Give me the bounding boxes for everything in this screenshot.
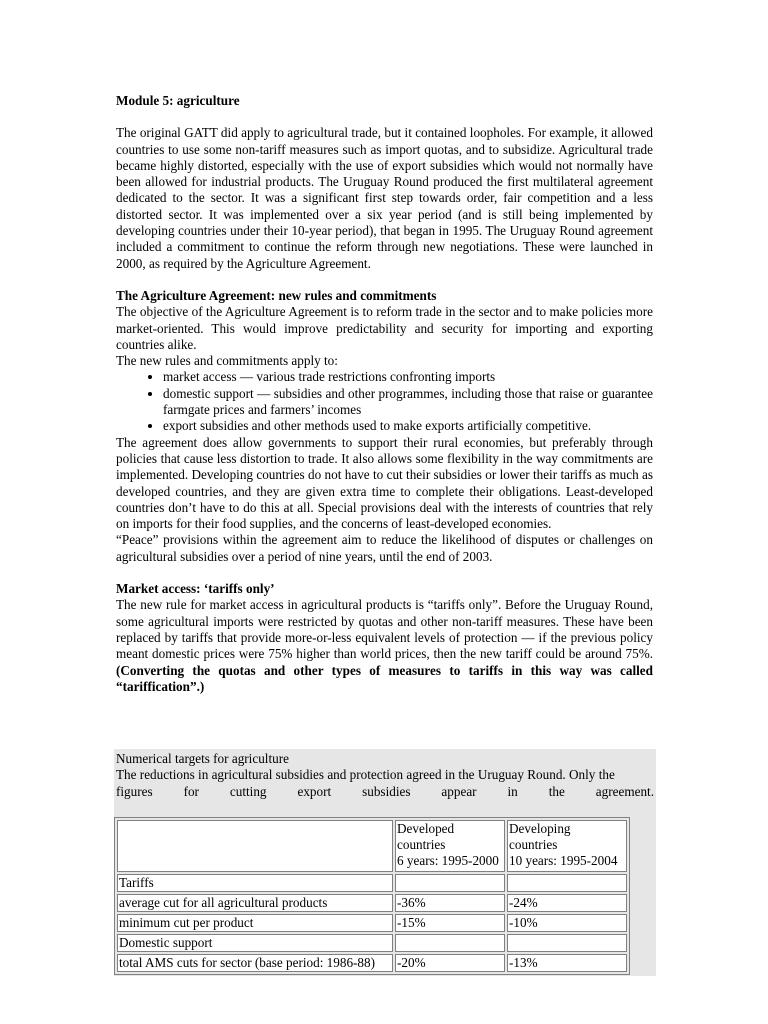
row-label: Tariffs [117, 874, 393, 892]
table-row [117, 914, 627, 932]
commitments-list [116, 369, 653, 434]
table-row [117, 894, 627, 912]
row-label: average cut for all agricultural products [117, 894, 393, 912]
header-blank-cell [117, 820, 393, 872]
row-label: Domestic support [117, 934, 393, 952]
developed-value: -36% [395, 894, 505, 912]
developing-value [507, 934, 627, 952]
table-row [117, 934, 627, 952]
tariffication-note: (Converting the quotas and other types of measures to tariffs in this way was called “tariffication”.) [116, 662, 653, 694]
module-title: Module 5: agriculture [116, 93, 240, 108]
developing-value: -10% [507, 914, 627, 932]
section-heading-market-access: Market access: ‘tariffs only’ [116, 581, 275, 597]
header-text: countries [397, 837, 446, 852]
table-header-row [117, 820, 627, 872]
header-text: 6 years: 1995-2000 [397, 853, 499, 868]
developing-value [507, 874, 627, 892]
flexibility-paragraph: The agreement does allow governments to support their rural economies, but preferably through policies that cause less distortion to trade. It also allows some flexibility in the way commitments are implemented. Developing countries do not have to cut their subsidies or lower their tariffs as much as developed countries, and they are given extra time to complete their obligations. Least-developed countries don’t have to do this at all. Special provisions deal with the interests of countries that rely on imports for their food supplies, and the concerns of least-developed economies. [116, 434, 653, 532]
list-intro: The new rules and commitments apply to: [116, 353, 338, 369]
box-intro-line1: The reductions in agricultural subsidies and protection agreed in the Uruguay Round. Only the [116, 767, 615, 783]
section-heading-agreement: The Agriculture Agreement: new rules and commitments [116, 287, 437, 303]
list-item: • export subsidies and other methods used to make exports artificially competitive. [163, 418, 653, 434]
row-label: total AMS cuts for sector (base period: 1986-88) [117, 954, 393, 972]
developed-value: -20% [395, 954, 505, 972]
box-intro-line2: figures for cutting export subsidies appear in the agreement. [116, 783, 654, 799]
list-item: • domestic support — subsidies and other programmes, including those that raise or guarantee farmgate prices and farmers’ incomes [163, 386, 653, 419]
header-text: Developing [509, 821, 571, 836]
targets-table [114, 817, 630, 975]
table-row [117, 874, 627, 892]
header-developing [507, 820, 627, 872]
developed-value [395, 874, 505, 892]
header-developed [395, 820, 505, 872]
table-row [117, 954, 627, 972]
list-item: • market access — various trade restrictions confronting imports [163, 369, 653, 385]
developed-value [395, 934, 505, 952]
market-access-paragraph [116, 597, 653, 695]
numerical-targets-box [114, 749, 656, 976]
row-label: minimum cut per product [117, 914, 393, 932]
developed-value: -15% [395, 914, 505, 932]
developing-value: -24% [507, 894, 627, 912]
intro-paragraph: The original GATT did apply to agricultural trade, but it contained loopholes. For example, it allowed countries to use some non-tariff measures such as import quotas, and to subsidize. Agricultural trade became highly distorted, especially with the use of export subsidies which would not normally have been allowed for industrial products. The Uruguay Round produced the first multilateral agreement dedicated to the sector. It was a significant first step towards order, fair competition and a less distorted sector. It was implemented over a six year period (and is still being implemented by developing countries under their 10-year period), that began in 1995. The Uruguay Round agreement included a commitment to continue the reform through new negotiations. These were launched in 2000, as required by the Agriculture Agreement. [116, 125, 653, 271]
header-text: 10 years: 1995-2004 [509, 853, 618, 868]
agreement-paragraph: The objective of the Agriculture Agreement is to reform trade in the sector and to make policies more market-oriented. This would improve predictability and security for importing and exporting countries alike. [116, 304, 653, 352]
box-title: Numerical targets for agriculture [116, 751, 289, 766]
header-text: countries [509, 837, 558, 852]
developing-value: -13% [507, 954, 627, 972]
peace-paragraph: “Peace” provisions within the agreement aim to reduce the likelihood of disputes or challenges on agricultural subsidies over a period of nine years, until the end of 2003. [116, 532, 653, 564]
document-body [116, 93, 653, 695]
header-text: Developed [397, 821, 455, 836]
market-access-text: The new rule for market access in agricultural products is “tariffs only”. Before the Uruguay Round, some agricultural imports were restricted by quotas and other non-tariff measures. These have been replaced by tariffs that provide more-or-less equivalent levels of protection — if the previous policy meant domestic prices were 75% higher than world prices, then the new tariff could be around 75%. [116, 597, 653, 662]
